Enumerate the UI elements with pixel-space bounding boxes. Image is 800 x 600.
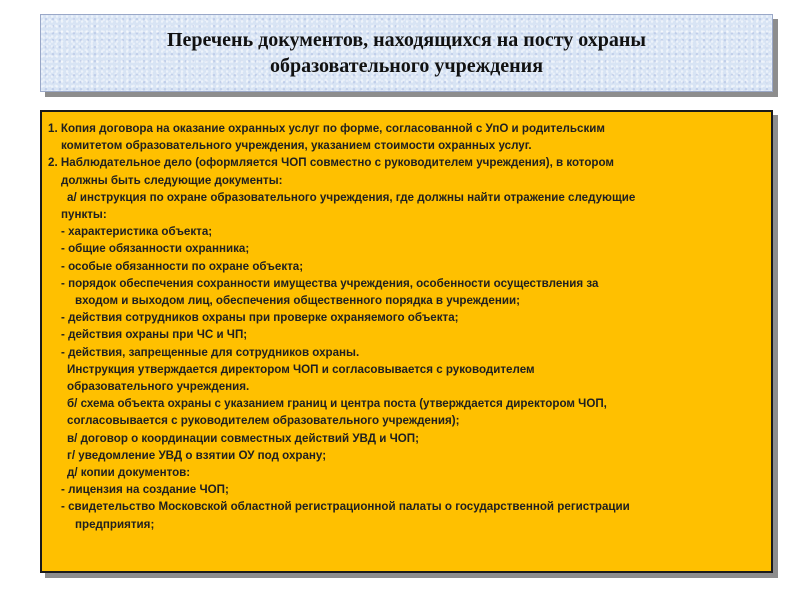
page-title-line-2: образовательного учреждения xyxy=(269,55,544,77)
bullet-certificate-line-1: - свидетельство Московской областной регистрационной палаты о государственной регистрации xyxy=(61,500,630,514)
title-box xyxy=(40,14,773,92)
subitem-b-line-2: согласовывается с руководителем образовательного учреждения); xyxy=(67,414,460,428)
item-1-line-2: комитетом образовательного учреждения, указанием стоимости охранных услуг. xyxy=(61,139,532,153)
bullet-inspection-actions: - действия сотрудников охраны при проверке охраняемого объекта; xyxy=(61,311,459,325)
bullet-special-duties: - особые обязанности по охране объекта; xyxy=(61,259,304,273)
subitem-b-line-1: б/ схема объекта охраны с указанием границ и центра поста (утверждается директором ЧОП, xyxy=(67,397,607,411)
bullet-general-duties: - общие обязанности охранника; xyxy=(61,242,250,256)
bullet-safety-procedure-line-1: - порядок обеспечения сохранности имущества учреждения, особенности осуществления за xyxy=(61,276,599,290)
bullet-object-characteristics: - характеристика объекта; xyxy=(61,225,213,239)
subitem-v: в/ договор о координации совместных действий УВД и ЧОП; xyxy=(67,431,419,445)
page-title-line-1: Перечень документов, находящихся на посту охраны xyxy=(166,29,647,51)
subitem-d: д/ копии документов: xyxy=(67,466,191,480)
subitem-g: г/ уведомление УВД о взятии ОУ под охрану; xyxy=(67,448,327,462)
bullet-safety-procedure-line-2: входом и выходом лиц, обеспечения общественного порядка в учреждении; xyxy=(75,294,520,308)
item-2-line-1: 2. Наблюдательное дело (оформляется ЧОП совместно с руководителем учреждения), в котором xyxy=(48,156,614,170)
bullet-certificate-line-2: предприятия; xyxy=(75,517,155,531)
bullet-emergency-actions: - действия охраны при ЧС и ЧП; xyxy=(61,328,248,342)
instruction-approval-line-2: образовательного учреждения. xyxy=(67,380,250,394)
bullet-license: - лицензия на создание ЧОП; xyxy=(61,483,229,497)
instruction-approval-line-1: Инструкция утверждается директором ЧОП и согласовывается с руководителем xyxy=(67,362,535,376)
content-box xyxy=(40,110,773,573)
bullet-prohibited-actions: - действия, запрещенные для сотрудников охраны. xyxy=(61,345,360,359)
item-2-line-2: должны быть следующие документы: xyxy=(61,173,283,187)
subitem-a-line-2: пункты: xyxy=(61,208,107,222)
subitem-a-line-1: а/ инструкция по охране образовательного учреждения, где должны найти отражение следующие xyxy=(67,190,636,204)
item-1-line-1: 1. Копия договора на оказание охранных услуг по форме, согласованной с УпО и родительским xyxy=(48,122,605,135)
